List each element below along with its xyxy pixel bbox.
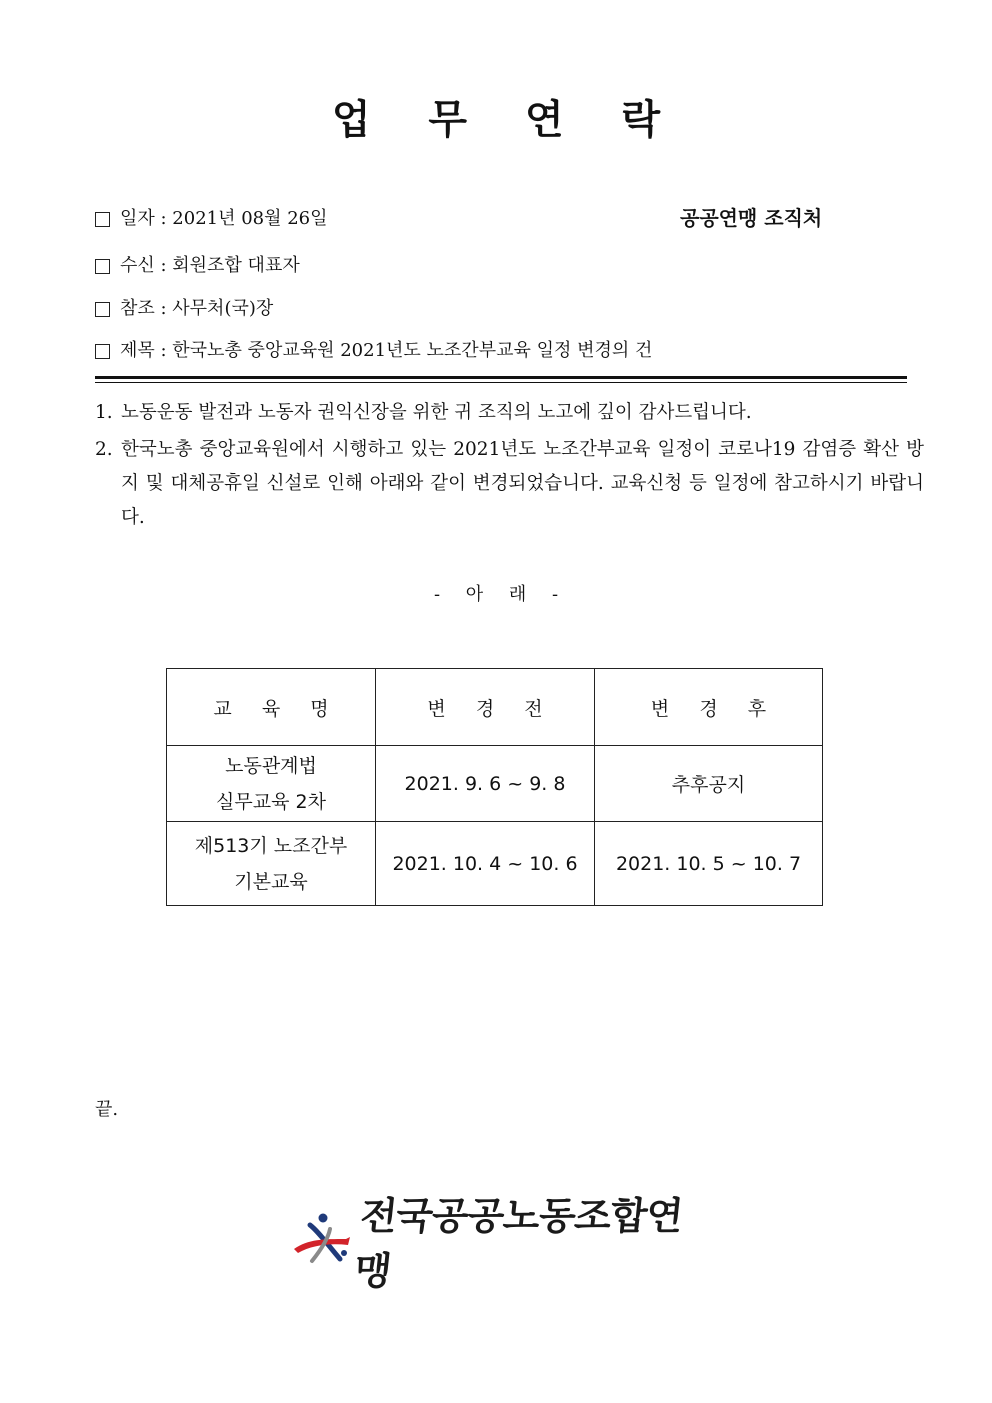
after-date-cell: 추후공지 xyxy=(595,746,823,822)
header-course-name: 교 육 명 xyxy=(167,669,376,746)
emblem-head xyxy=(319,1214,328,1223)
after-date-cell: 2021. 10. 5 ~ 10. 7 xyxy=(595,822,823,906)
schedule-table xyxy=(166,668,823,906)
paragraph-number: 1. xyxy=(95,402,113,423)
checkbox-icon xyxy=(95,212,110,227)
end-mark: 끝. xyxy=(95,1099,119,1120)
union-logo xyxy=(290,1194,710,1293)
course-name-line1: 노동관계법 xyxy=(225,754,317,777)
header-after: 변 경 후 xyxy=(595,669,823,746)
checkbox-icon xyxy=(95,302,110,317)
paragraph-1 xyxy=(95,396,898,430)
header-divider-thick xyxy=(95,376,907,379)
course-name-line2: 실무교육 2차 xyxy=(216,790,326,813)
checkbox-icon xyxy=(95,344,110,359)
meta-reference: 참조 : 사무처(국)장 xyxy=(120,298,274,319)
union-emblem-icon xyxy=(290,1209,360,1271)
paragraph-number: 2. xyxy=(95,439,113,460)
notice-heading: - 아 래 - xyxy=(433,584,569,605)
table-row xyxy=(167,746,823,822)
emblem-dot xyxy=(341,1250,347,1256)
header-before: 변 경 전 xyxy=(376,669,595,746)
checkbox-icon xyxy=(95,259,110,274)
before-date-cell: 2021. 10. 4 ~ 10. 6 xyxy=(376,822,595,906)
course-name-line2: 기본교육 xyxy=(234,870,308,893)
before-date-cell: 2021. 9. 6 ~ 9. 8 xyxy=(376,746,595,822)
document-title: 업 무 연 락 xyxy=(331,96,683,143)
table-header-row xyxy=(167,669,823,746)
paragraph-text: 한국노총 중앙교육원에서 시행하고 있는 2021년도 노조간부교육 일정이 코로나19 감염증 확산 방지 및 대체공휴일 신설로 인해 아래와 같이 변경되었습니다. 교육신청 등 일정에 참고하시기 바랍니다. xyxy=(121,439,924,528)
logo-text: 전국공공노동조합연맹 xyxy=(352,1194,685,1293)
paragraph-text: 노동운동 발전과 노동자 권익신장을 위한 귀 조직의 노고에 깊이 감사드립니다. xyxy=(121,402,752,423)
course-name-cell xyxy=(167,822,376,906)
meta-reference-row xyxy=(95,296,273,322)
meta-subject: 제목 : 한국노총 중앙교육원 2021년도 노조간부교육 일정 변경의 건 xyxy=(120,340,653,361)
table-row xyxy=(167,822,823,906)
meta-recipient-row xyxy=(95,253,300,279)
header-divider-thin xyxy=(95,382,907,383)
sender-label: 공공연맹 조직처 xyxy=(680,206,823,230)
meta-date: 일자 : 2021년 08월 26일 xyxy=(120,208,328,229)
meta-date-row xyxy=(95,206,328,232)
course-name-line1: 제513기 노조간부 xyxy=(194,834,348,857)
course-name-cell xyxy=(167,746,376,822)
meta-recipient: 수신 : 회원조합 대표자 xyxy=(120,255,300,276)
meta-subject-row xyxy=(95,338,652,364)
paragraph-2 xyxy=(95,433,924,535)
